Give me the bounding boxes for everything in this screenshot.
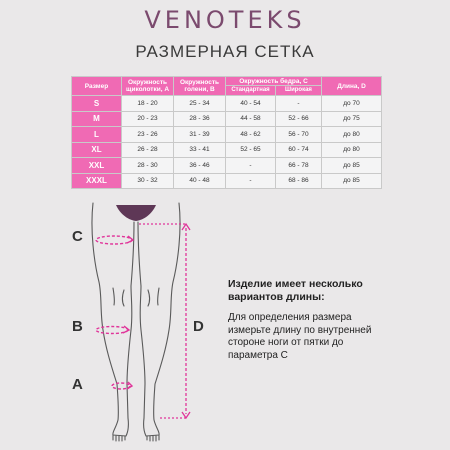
length-cell: до 75 xyxy=(322,111,382,127)
ankle-cell: 20 - 23 xyxy=(122,111,174,127)
thigh-wide-cell: 60 - 74 xyxy=(276,142,322,158)
thigh-standard-cell: - xyxy=(226,173,276,189)
size-cell: XL xyxy=(72,142,122,158)
calf-cell: 36 - 46 xyxy=(174,158,226,174)
length-cell: до 80 xyxy=(322,127,382,143)
length-cell: до 85 xyxy=(322,173,382,189)
size-cell: M xyxy=(72,111,122,127)
ankle-cell: 26 - 28 xyxy=(122,142,174,158)
calf-cell: 31 - 39 xyxy=(174,127,226,143)
ankle-cell: 30 - 32 xyxy=(122,173,174,189)
label-b: B xyxy=(72,318,83,335)
header-ankle: Окружность щиколотки, А xyxy=(122,77,174,96)
thigh-wide-cell: 68 - 86 xyxy=(276,173,322,189)
header-thigh: Окружность бедра, С xyxy=(226,77,322,86)
table-row xyxy=(72,111,382,127)
length-cell: до 85 xyxy=(322,158,382,174)
thigh-standard-cell: 52 - 65 xyxy=(226,142,276,158)
length-cell: до 70 xyxy=(322,96,382,112)
label-d: D xyxy=(193,318,204,335)
measure-b-marker xyxy=(96,326,129,334)
info-title: Изделие имеет несколько вариантов длины: xyxy=(228,278,363,303)
table-row xyxy=(72,158,382,174)
underwear-shape xyxy=(116,205,156,221)
legs-measurement-diagram xyxy=(60,198,230,448)
table-row xyxy=(72,127,382,143)
ankle-cell: 28 - 30 xyxy=(122,158,174,174)
brand-logo: VENOTEKS xyxy=(144,6,306,34)
size-cell: S xyxy=(72,96,122,112)
calf-cell: 33 - 41 xyxy=(174,142,226,158)
size-cell: L xyxy=(72,127,122,143)
measure-d-marker xyxy=(139,224,190,418)
thigh-standard-cell: - xyxy=(226,158,276,174)
thigh-wide-cell: 66 - 78 xyxy=(276,158,322,174)
thigh-standard-cell: 44 - 58 xyxy=(226,111,276,127)
calf-cell: 25 - 34 xyxy=(174,96,226,112)
thigh-wide-cell: 56 - 70 xyxy=(276,127,322,143)
page-title: РАЗМЕРНАЯ СЕТКА xyxy=(135,42,315,61)
header-thigh-wide: Широкая xyxy=(276,86,322,96)
size-table xyxy=(71,76,382,189)
thigh-wide-cell: 52 - 66 xyxy=(276,111,322,127)
table-row xyxy=(72,142,382,158)
ankle-cell: 23 - 26 xyxy=(122,127,174,143)
ankle-cell: 18 - 20 xyxy=(122,96,174,112)
header-calf: Окружность голени, В xyxy=(174,77,226,96)
measure-c-marker xyxy=(96,236,133,244)
header-size: Размер xyxy=(72,77,122,96)
size-cell: XXL xyxy=(72,158,122,174)
measure-a-marker xyxy=(112,382,132,389)
size-cell: XXXL xyxy=(72,173,122,189)
label-c: C xyxy=(72,228,83,245)
table-row xyxy=(72,96,382,112)
table-row xyxy=(72,173,382,189)
thigh-standard-cell: 48 - 62 xyxy=(226,127,276,143)
calf-cell: 40 - 48 xyxy=(174,173,226,189)
length-cell: до 80 xyxy=(322,142,382,158)
header-length: Длина, D xyxy=(322,77,382,96)
thigh-wide-cell: - xyxy=(276,96,322,112)
header-thigh-standard: Стандартная xyxy=(226,86,276,96)
calf-cell: 28 - 36 xyxy=(174,111,226,127)
legs-outline xyxy=(92,203,180,441)
thigh-standard-cell: 40 - 54 xyxy=(226,96,276,112)
info-text: Для определения размера измерьте длину по внутренней стороне ноги от пятки до параметра С xyxy=(228,312,372,361)
label-a: A xyxy=(72,376,83,393)
